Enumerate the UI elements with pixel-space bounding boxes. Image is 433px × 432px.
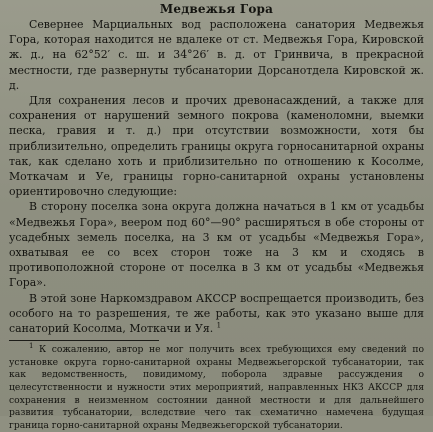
paragraph-prohibition-text: В этой зоне Наркомздравом АКССР воспрещается производить, без особого на то разрешения, те же работы, как это указано выше для санаторий Косолма, Моткачи и Уя. xyxy=(9,291,424,336)
paragraph-location: Севернее Марциальных вод расположена санатория Медвежья Гора, которая находится не вдалеке от ст. Медвежья Гора, Кировской ж. д., на 62°52′ с. ш. и 34°26′ в. д. от Гринвича, в прекрасной местности, где развернуты тубсанатории Дорсанотдела Кировской ж. д. xyxy=(9,18,424,92)
body-text xyxy=(9,17,424,336)
footnotes xyxy=(9,344,424,432)
footnote-divider xyxy=(9,340,159,341)
footnote-reference: 1 xyxy=(216,321,222,330)
section-title: Медвежья Гора xyxy=(159,2,274,16)
footnote-number: 1 xyxy=(29,342,34,351)
footnote-text xyxy=(9,344,424,432)
paragraph-prohibition xyxy=(9,291,424,337)
footnote-body: К сожалению, автор не мог получить всех требующихся ему сведений по установке округа горно-санитарной охраны Медвежьегорской тубсанатории, так как ведомственность, повидимому, поборола здравые рассуждения о целесутственности и нужности этих мероприятий, направленных НКЗ АКССР для сохранения в неизменном состоянии данной местности и для дальнейшего развития тубсанатории, вследствие чего так схематично намечена будущая граница горно-санитарной охраны Медвежьегорской тубсанатории. xyxy=(9,344,425,431)
paragraph-protection: Для сохранения лесов и прочих древонасаждений, а также для сохранения от нарушений земного покрова (каменоломни, выемки песка, гравия и т. д.) при отсутствии возможности, хотя бы приблизительно, определить границы округа горносанитарной охраны так, как сделано хоть и приблизительно по отношению к Косолме, Моткачам и Уе, границы горно-санитарной охраны установлены ориентировочно следующие: xyxy=(9,94,424,199)
paragraph-zone-boundaries: В сторону поселка зона округа должна начаться в 1 км от усадьбы «Медвежья Гора», веером под 60°—90° расширяться в обе стороны от усадебных земель поселка, на 3 км от усадьбы «Медвежья Гора», охватывая ее со всех сторон тоже на 3 км и сходясь в противоположной стороне от поселка в 3 км от усадьбы «Медвежья Гора». xyxy=(9,200,424,290)
